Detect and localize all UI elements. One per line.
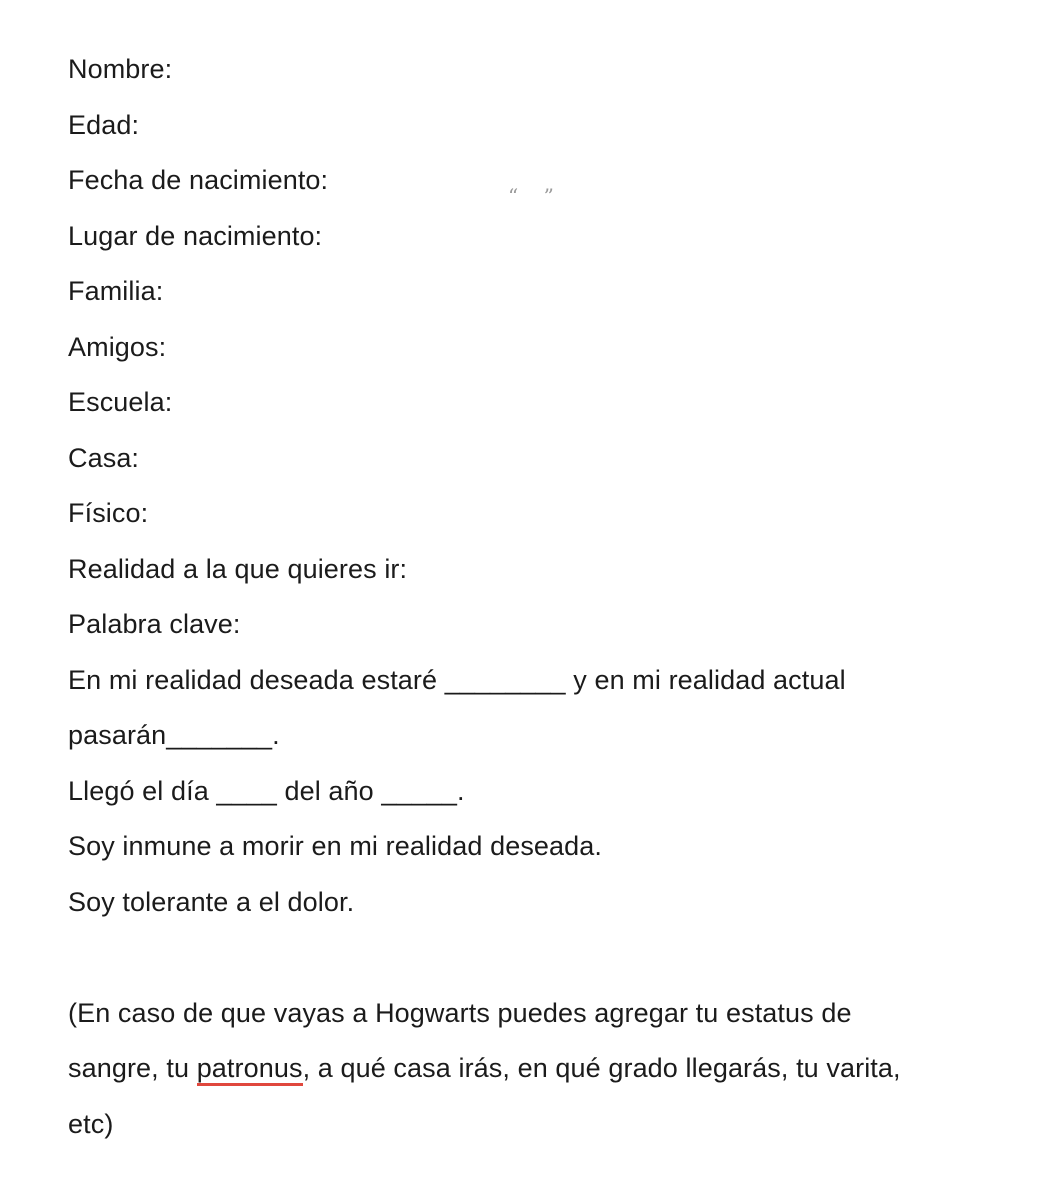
statement-realidad-deseada[interactable]: En mi realidad deseada estaré ________ y en mi realidad actual xyxy=(68,664,846,695)
field-nombre[interactable]: Nombre: xyxy=(68,54,173,84)
document-body[interactable] xyxy=(68,42,988,1152)
empty-paragraph[interactable] xyxy=(68,930,988,986)
note-line-3[interactable]: etc) xyxy=(68,1108,114,1139)
note-line-1[interactable]: (En caso de que vayas a Hogwarts puedes agregar tu estatus de xyxy=(68,997,852,1028)
note-line-2-end: , a qué casa irás, en qué grado llegarás, tu varita, xyxy=(302,1053,901,1083)
field-realidad[interactable]: Realidad a la que quieres ir: xyxy=(68,553,408,584)
field-fisico[interactable]: Físico: xyxy=(68,498,149,528)
field-edad[interactable]: Edad: xyxy=(68,109,140,140)
field-lugar-nacimiento[interactable]: Lugar de nacimiento: xyxy=(68,220,323,251)
note-line-2[interactable] xyxy=(68,1041,988,1097)
statement-llegada[interactable]: Llegó el día ____ del año _____. xyxy=(68,775,465,806)
spellcheck-flagged-word[interactable]: patronus xyxy=(197,1053,303,1086)
statement-inmune[interactable]: Soy inmune a morir en mi realidad deseada. xyxy=(68,831,602,861)
field-familia[interactable]: Familia: xyxy=(68,276,164,306)
field-amigos[interactable]: Amigos: xyxy=(68,331,167,362)
statement-realidad-actual[interactable]: pasarán_______. xyxy=(68,720,280,750)
note-line-2-start: sangre, tu xyxy=(68,1053,197,1083)
field-palabra-clave[interactable]: Palabra clave: xyxy=(68,609,241,639)
floating-quote-marks: “ ” xyxy=(508,184,554,208)
field-casa[interactable]: Casa: xyxy=(68,442,140,473)
statement-tolerante[interactable]: Soy tolerante a el dolor. xyxy=(68,886,355,917)
field-fecha-nacimiento[interactable]: Fecha de nacimiento: xyxy=(68,165,329,195)
field-escuela[interactable]: Escuela: xyxy=(68,387,173,417)
